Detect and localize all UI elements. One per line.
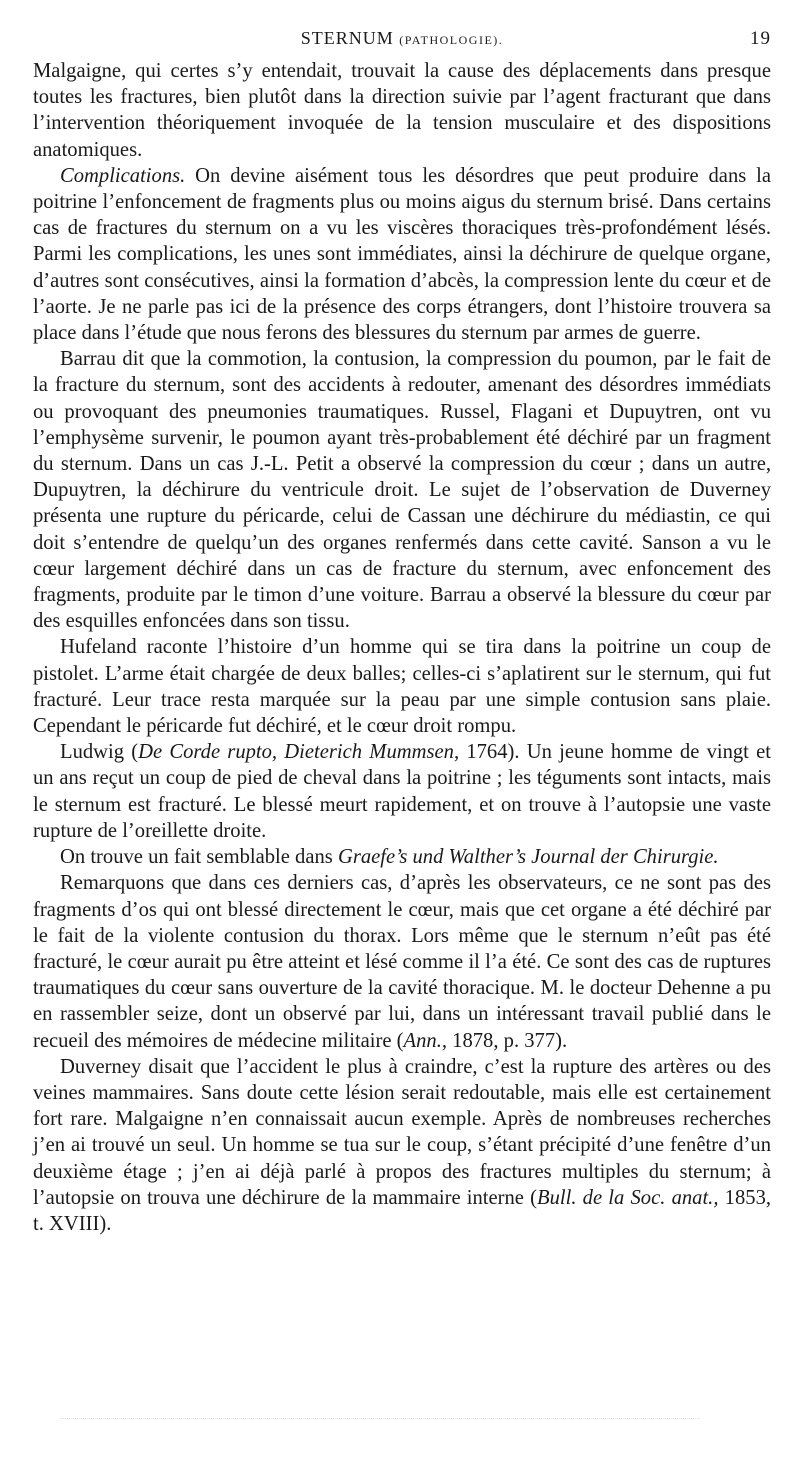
page-header <box>33 28 771 58</box>
text-segment: On devine aisément tous les désordres que peut produire dans la poitrine l’enfoncement de fragments plus ou moins aigus du sternum brisé. Dans certains cas de fractures du sternum on a vu les viscères thoraciques très-profondément lésés. Parmi les complications, les unes sont immédiates, ainsi la déchirure de quelque organe, d’autres sont consécutives, ainsi la formation d’abcès, la compression lente du cœur et de l’aorte. Je ne parle pas ici de la présence des corps étrangers, dont l’histoire trouvera sa place dans l’étude que nous ferons des blessures du sternum par armes de guerre. <box>33 164 771 345</box>
running-head-subtitle: (PATHOLOGIE). <box>399 33 504 47</box>
paragraph <box>33 346 771 634</box>
text-segment: Ludwig ( <box>60 741 139 764</box>
text-segment: 1853, t. XVIII). <box>33 1186 772 1235</box>
paragraph <box>33 163 771 346</box>
bottom-scan-noise <box>60 1418 700 1421</box>
page-number: 19 <box>750 28 771 49</box>
running-head-title: STERNUM <box>300 28 394 48</box>
paragraph <box>33 634 771 739</box>
italic-text: Bull. de la Soc. anat., <box>537 1186 719 1209</box>
text-segment: 1878, p. 377). <box>447 1029 568 1052</box>
paragraph <box>33 58 771 163</box>
italic-text: Graefe’s und Walther’s Journal der Chirurgie. <box>337 846 719 869</box>
text-segment: Hufeland raconte l’histoire d’un homme qui se tira dans la poitrine un coup de pistolet. L’arme était chargée de deux balles; celles-ci s’aplatirent sur le sternum, qui fut fracturé. Leur trace resta marquée sur la peau par une simple contusion sans plaie. Cependant le péricarde fut déchiré, et le cœur droit rompu. <box>33 636 771 738</box>
italic-text: Complications. <box>60 164 186 187</box>
text-segment: On trouve un fait semblable dans <box>60 846 338 869</box>
paragraph <box>33 1054 771 1237</box>
text-segment: Remarquons que dans ces derniers cas, d’après les observateurs, ce ne sont pas des fragments d’os qui ont blessé directement le cœur, mais que cet organe a été déchiré par le fait de la violente contusion du thorax. Lors même que le sternum n’eût pas été fracturé, le cœur aurait pu être atteint et lésé comme il l’a été. Ce sont des cas de ruptures traumatiques du cœur sans ouverture de la cavité thoracique. M. le docteur Dehenne a pu en rassembler seize, dont un observé par lui, dans un intéressant travail publié dans le recueil des mémoires de médecine militaire ( <box>33 872 771 1052</box>
text-segment: 1764). Un jeune homme de vingt et un ans reçut un coup de pied de cheval dans la poitrine ; les téguments sont intacts, mais le sternum est fracturé. Le blessé meurt rapidement, et on trouve à l’autopsie une vaste rupture de l’oreillette droite. <box>33 741 771 842</box>
paragraph <box>33 870 771 1053</box>
text-segment: Malgaigne, qui certes s’y entendait, trouvait la cause des déplacements dans presque toutes les fractures, bien plutôt dans la direction suivie par l’agent fracturant que dans l’intervention théoriquement invoquée de la tension musculaire et des dispositions anatomiques. <box>33 60 771 161</box>
book-page <box>33 28 771 1237</box>
paragraph <box>33 844 771 870</box>
paragraph <box>33 739 771 844</box>
running-head <box>33 28 771 49</box>
italic-text: De Corde rupto, Dieterich Mummsen, <box>138 741 460 764</box>
text-segment: Duverney disait que l’accident le plus à craindre, c’est la rupture des artères ou des veines mammaires. Sans doute cette lésion serait redoutable, mais elle est certainement fort rare. Malgaigne n’en connaissait aucun exemple. Après de nombreuses recherches j’en ai trouvé un seul. Un homme se tua sur le coup, s’étant précipité d’une fenêtre d’un deuxième étage ; j’en ai déjà parlé à propos des fractures multiples du sternum; à l’autopsie on trouva une déchirure de la mammaire interne ( <box>33 1055 771 1209</box>
text-segment: Barrau dit que la commotion, la contusion, la compression du poumon, par le fait de la fracture du sternum, sont des accidents à redouter, amenant des désordres immédiats ou provoquant des pneumonies traumatiques. Russel, Flagani et Dupuytren, ont vu l’emphysème survenir, le poumon ayant très-probablement été déchiré par un fragment du sternum. Dans un cas J.-L. Petit a observé la compression du cœur ; dans un autre, Dupuytren, la déchirure du ventricule droit. Le sujet de l’observation de Duverney présenta une rupture du péricarde, celui de Cassan une déchirure du médiastin, ce qui doit s’entendre de quelqu’un des organes renfermés dans cette cavité. Sanson a vu le cœur largement déchiré dans un cas de fracture du sternum, avec enfoncement des fragments, produite par le timon d’une voiture. Barrau a observé la blessure du cœur par des esquilles enfoncées dans son tissu. <box>33 348 771 633</box>
body-text <box>33 58 771 1237</box>
italic-text: Ann., <box>403 1029 448 1052</box>
